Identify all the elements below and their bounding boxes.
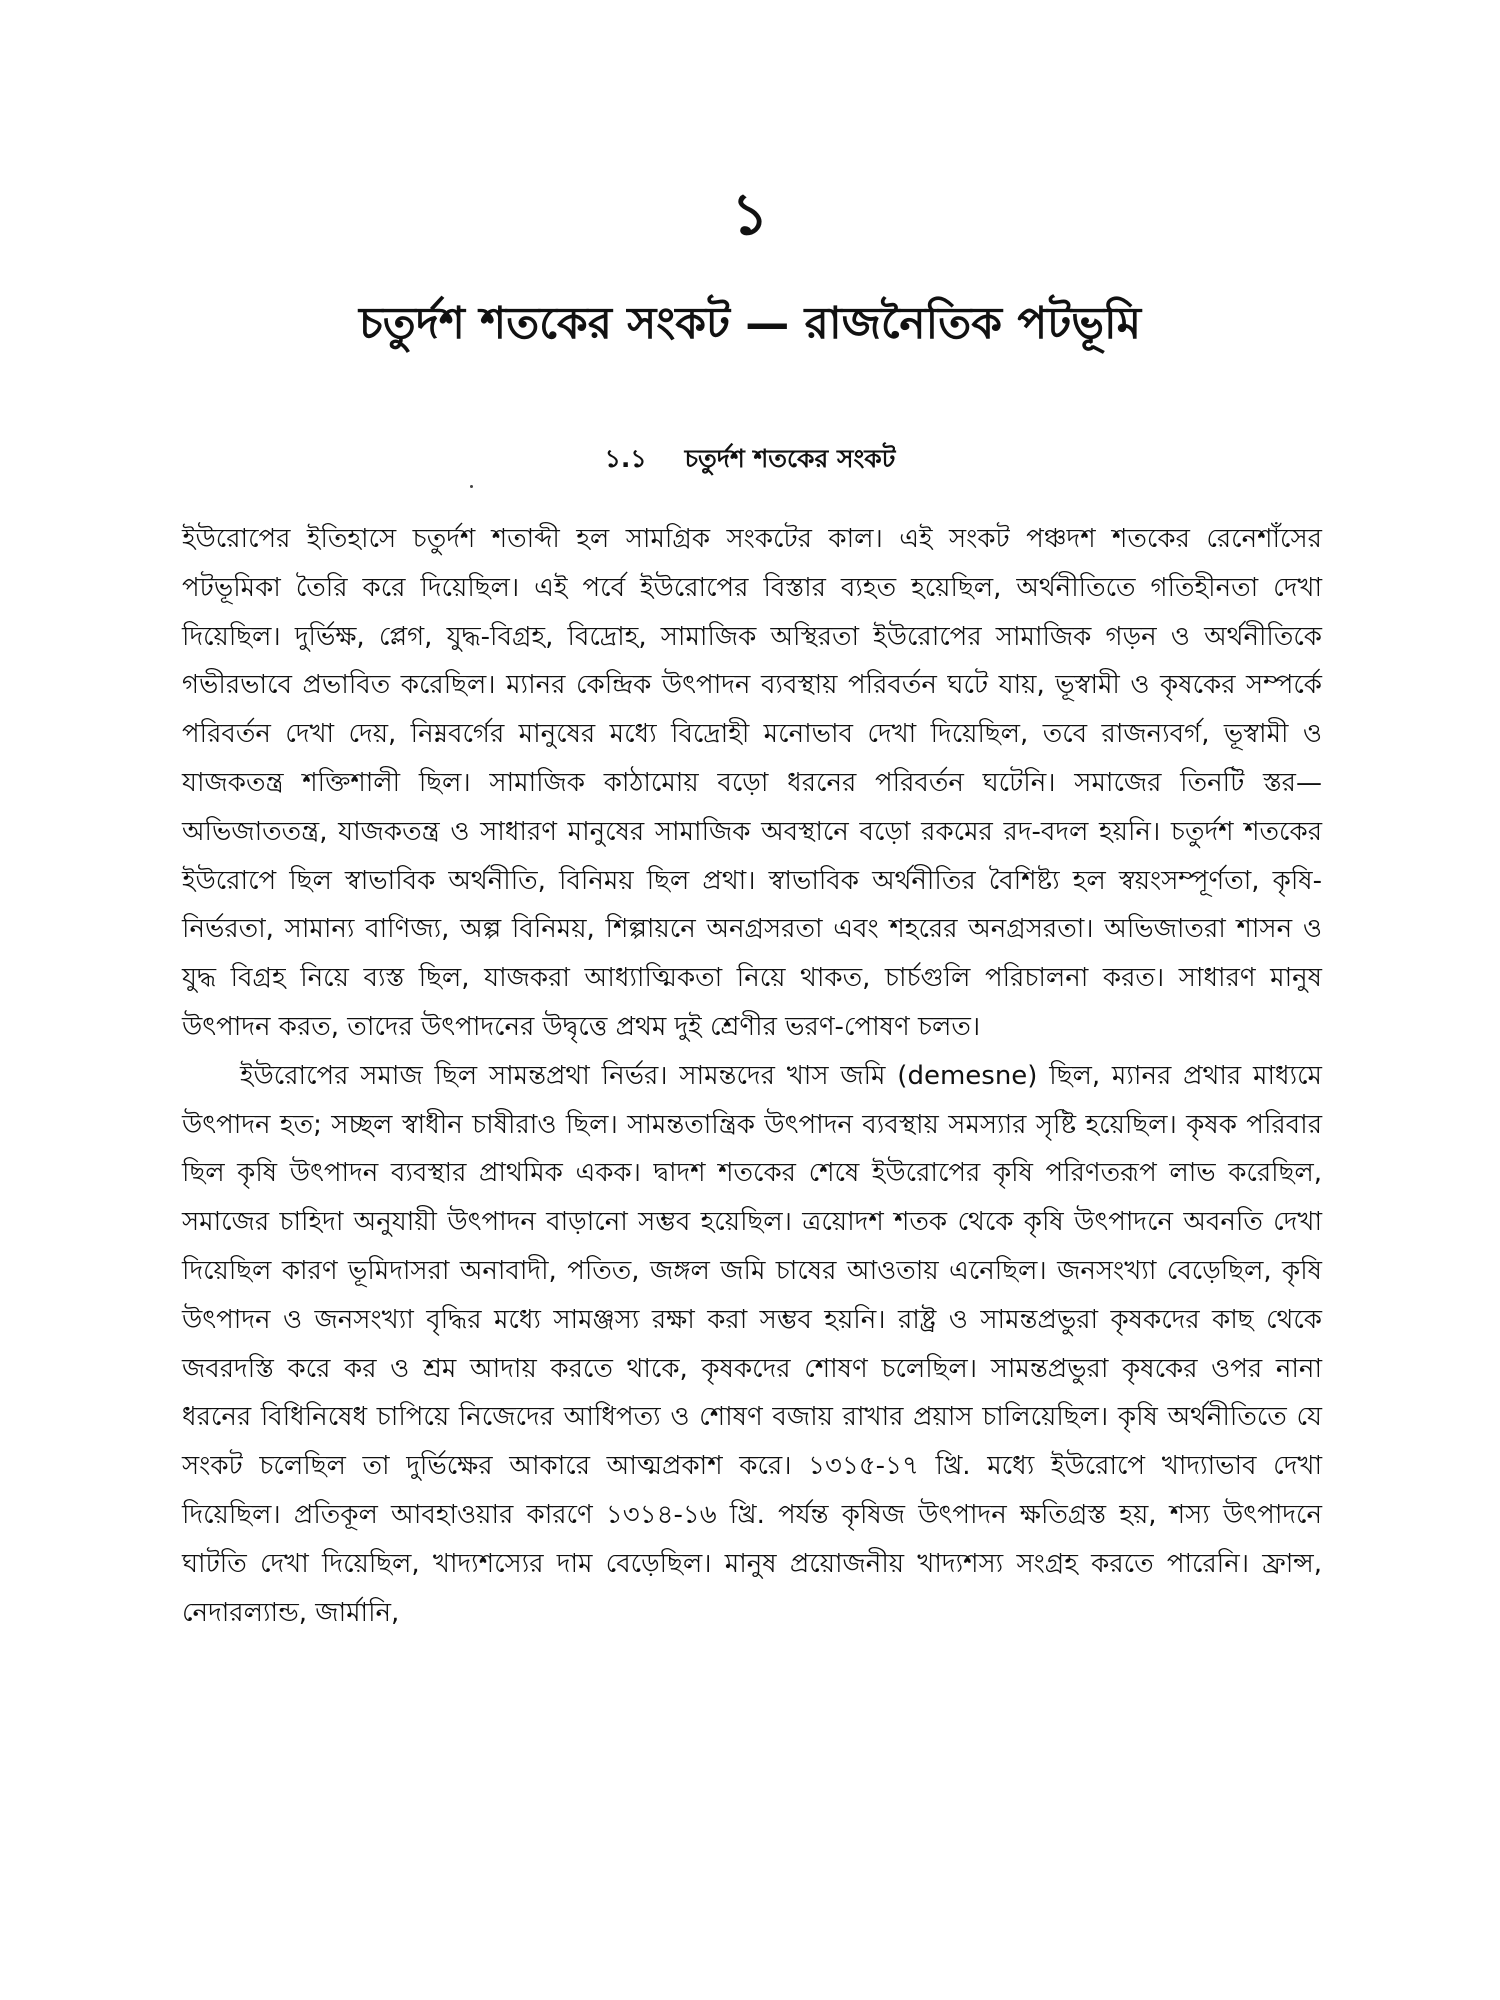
paragraph: ইউরোপের সমাজ ছিল সামন্তপ্রথা নির্ভর। সামন্তদের খাস জমি (demesne) ছিল, ম্যানর প্রথার মাধ্যমে উৎপাদন হত; সচ্ছল স্বাধীন চাষীরাও ছিল। সামন্ততান্ত্রিক উৎপাদন ব্যবস্থায় সমস্যার সৃষ্টি হয়েছিল। কৃষক পরিবার ছিল কৃষি উৎপাদন ব্যবস্থার প্রাথমিক একক। দ্বাদশ শতকের শেষে ইউরোপের কৃষি পরিণতরূপ লাভ করেছিল, সমাজের চাহিদা অনুযায়ী উৎপাদন বাড়ানো সম্ভব হয়েছিল। ত্রয়োদশ শতক থেকে কৃষি উৎপাদনে অবনতি দেখা দিয়েছিল কারণ ভূমিদাসরা অনাবাদী, পতিত, জঙ্গল জমি চাষের আওতায় এনেছিল। জনসংখ্যা বেড়েছিল, কৃষি উৎপাদন ও জনসংখ্যা বৃদ্ধির মধ্যে সামঞ্জস্য রক্ষা করা সম্ভব হয়নি। রাষ্ট্র ও সামন্তপ্রভুরা কৃষকদের কাছ থেকে জবরদস্তি করে কর ও শ্রম আদায় করতে থাকে, কৃষকদের শোষণ চলেছিল। সামন্তপ্রভুরা কৃষকের ওপর নানা ধরনের বিধিনিষেধ চাপিয়ে নিজেদের আধিপত্য ও শোষণ বজায় রাখার প্রয়াস চালিয়েছিল। কৃষি অর্থনীতিতে যে সংকট চলেছিল তা দুর্ভিক্ষের আকারে আত্মপ্রকাশ করে। ১৩১৫-১৭ খ্রি. মধ্যে ইউরোপে খাদ্যাভাব দেখা দিয়েছিল। প্রতিকূল আবহাওয়ার কারণে ১৩১৪-১৬ খ্রি. পর্যন্ত কৃষিজ উৎপাদন ক্ষতিগ্রস্ত হয়, শস্য উৎপাদনে ঘাটতি দেখা দিয়েছিল, খাদ্যশস্যের দাম বেড়েছিল। মানুষ প্রয়োজনীয় খাদ্যশস্য সংগ্রহ করতে পারেনি। ফ্রান্স, নেদারল্যান্ড, জার্মানি, bbox=[182, 1060, 1322, 1628]
body-text bbox=[182, 515, 1322, 1637]
chapter-number: ১ bbox=[731, 180, 769, 248]
section-title: চতুর্দশ শতকের সংকট bbox=[684, 444, 896, 473]
section-number: ১.১ bbox=[604, 444, 647, 473]
chapter-title: চতুর্দশ শতকের সংকট — রাজনৈতিক পটভূমি bbox=[358, 298, 1142, 349]
section-heading bbox=[0, 444, 1500, 474]
paragraph: ইউরোপের ইতিহাসে চতুর্দশ শতাব্দী হল সামগ্রিক সংকটের কাল। এই সংকট পঞ্চদশ শতকের রেনেশাঁসের পটভূমিকা তৈরি করে দিয়েছিল। এই পর্বে ইউরোপের বিস্তার ব্যহত হয়েছিল, অর্থনীতিতে গতিহীনতা দেখা দিয়েছিল। দুর্ভিক্ষ, প্লেগ, যুদ্ধ-বিগ্রহ, বিদ্রোহ, সামাজিক অস্থিরতা ইউরোপের সামাজিক গড়ন ও অর্থনীতিকে গভীরভাবে প্রভাবিত করেছিল। ম্যানর কেন্দ্রিক উৎপাদন ব্যবস্থায় পরিবর্তন ঘটে যায়, ভূস্বামী ও কৃষকের সম্পর্কে পরিবর্তন দেখা দেয়, নিম্নবর্গের মানুষের মধ্যে বিদ্রোহী মনোভাব দেখা দিয়েছিল, তবে রাজন্যবর্গ, ভূস্বামী ও যাজকতন্ত্র শক্তিশালী ছিল। সামাজিক কাঠামোয় বড়ো ধরনের পরিবর্তন ঘটেনি। সমাজের তিনটি স্তর—অভিজাততন্ত্র, যাজকতন্ত্র ও সাধারণ মানুষের সামাজিক অবস্থানে বড়ো রকমের রদ-বদল হয়নি। চতুর্দশ শতকের ইউরোপে ছিল স্বাভাবিক অর্থনীতি, বিনিময় ছিল প্রথা। স্বাভাবিক অর্থনীতির বৈশিষ্ট্য হল স্বয়ংসম্পূর্ণতা, কৃষি-নির্ভরতা, সামান্য বাণিজ্য, অল্প বিনিময়, শিল্পায়নে অনগ্রসরতা এবং শহরের অনগ্রসরতা। অভিজাতরা শাসন ও যুদ্ধ বিগ্রহ নিয়ে ব্যস্ত ছিল, যাজকরা আধ্যাত্মিকতা নিয়ে থাকত, চার্চগুলি পরিচালনা করত। সাধারণ মানুষ উৎপাদন করত, তাদের উৎপাদনের উদ্বৃত্তে প্রথম দুই শ্রেণীর ভরণ-পোষণ চলত। bbox=[182, 524, 1322, 1042]
print-speck bbox=[470, 485, 473, 488]
